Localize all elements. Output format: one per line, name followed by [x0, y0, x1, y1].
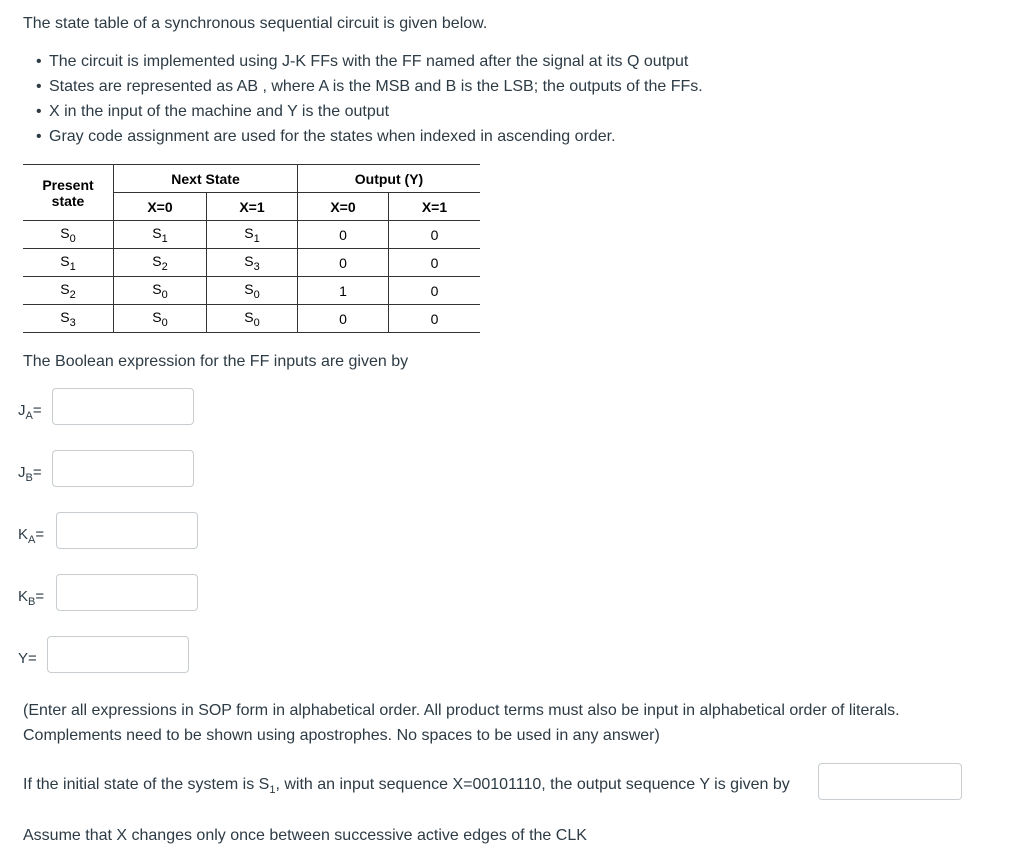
table-cell: 0	[298, 221, 389, 249]
table-cell: $S_3$	[23, 305, 114, 333]
table-cell: 0	[298, 249, 389, 277]
table-row	[23, 305, 480, 333]
bullet: • The circuit is implemented using J-K FFs with the FF named after the signal at its Q output	[36, 53, 688, 71]
bullet: • States are represented as AB , where A is the MSB and B is the LSB; the outputs of the FFs.	[36, 78, 703, 96]
table-cell: 0	[389, 249, 481, 277]
table-cell: $S_0$	[207, 305, 298, 333]
table-cell: $S_0$	[23, 221, 114, 249]
table-row	[23, 249, 480, 277]
col-header: X=1	[207, 193, 298, 221]
bullet: • X in the input of the machine and Y is the output	[36, 103, 389, 121]
note-line-2: Complements need to be shown using apostrophes. No spaces to be used in any answer)	[23, 727, 660, 744]
table-cell: $S_1$	[114, 221, 207, 249]
kb-input[interactable]	[56, 574, 198, 611]
assume-text: Assume that X changes only once between successive active edges of the CLK	[23, 827, 587, 844]
table-cell: $S_0$	[114, 277, 207, 305]
ka-label: $K_A=$	[18, 526, 45, 546]
table-cell: $S_1$	[207, 221, 298, 249]
table-cell: $S_1$	[23, 249, 114, 277]
intro-text: The state table of a synchronous sequential circuit is given below.	[23, 15, 488, 32]
y-input[interactable]	[47, 636, 189, 673]
state-table	[23, 164, 480, 333]
bullet: • Gray code assignment are used for the states when indexed in ascending order.	[36, 128, 616, 146]
table-cell: $S_3$	[207, 249, 298, 277]
table-cell: 1	[298, 277, 389, 305]
next-state-header: Next State	[114, 165, 298, 193]
table-cell: 0	[389, 221, 481, 249]
ja-input[interactable]	[52, 388, 194, 425]
table-cell: $S_0$	[207, 277, 298, 305]
col-header: X=0	[114, 193, 207, 221]
jb-label: $J_B=$	[18, 464, 42, 484]
ja-label: $J_A=$	[18, 402, 42, 422]
table-cell: 0	[298, 305, 389, 333]
table-cell: $S_0$	[114, 305, 207, 333]
boolean-text: The Boolean expression for the FF inputs are given by	[23, 353, 409, 370]
col-header: X=0	[298, 193, 389, 221]
ka-input[interactable]	[56, 512, 198, 549]
sequence-question: If the initial state of the system is $S_1$, with an input sequence X=00101110, the output sequence Y is given by	[23, 776, 790, 797]
table-row	[23, 221, 480, 249]
table-cell: $S_2$	[23, 277, 114, 305]
y-label: Y=	[18, 650, 37, 667]
table-cell: 0	[389, 305, 481, 333]
table-row	[23, 277, 480, 305]
table-cell: $S_2$	[114, 249, 207, 277]
table-cell: 0	[389, 277, 481, 305]
present-state-header: Present state	[23, 165, 114, 221]
kb-label: $K_B=$	[18, 588, 45, 608]
note-line-1: (Enter all expressions in SOP form in alphabetical order. All product terms must also be input in alphabetical order of literals.	[23, 702, 900, 719]
output-header: Output (Y)	[298, 165, 481, 193]
output-sequence-input[interactable]	[818, 763, 962, 800]
jb-input[interactable]	[52, 450, 194, 487]
col-header: X=1	[389, 193, 481, 221]
